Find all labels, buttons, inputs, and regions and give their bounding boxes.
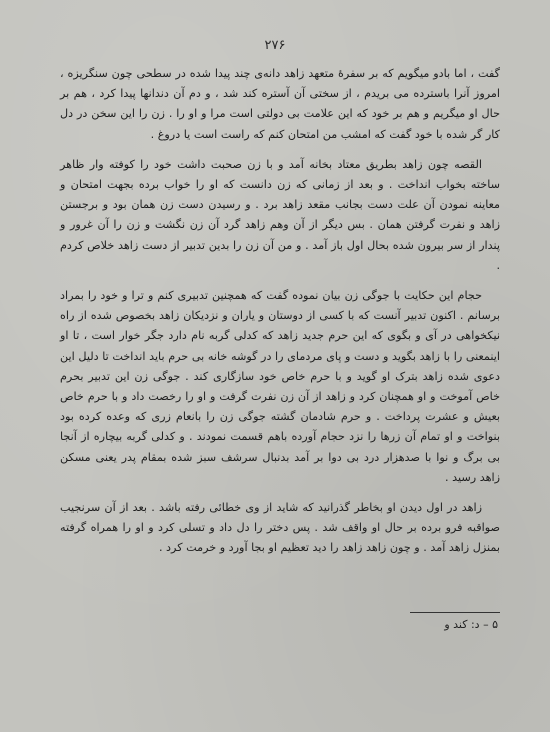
paragraph-3: حجام این حکایت با جوگی زن بیان نموده گفت که همچنین تدبیری کنم و ترا و خود را بمراد برسانم . اکنون تدبیر آنست که با کسی از دوستان و یاران و نزدیکان زاهد بخصوص شده از راه نیکخواهی در آی و بگوی که این حرم جدید زاهد که کدلی گربه نام دارد جگر خوار است ، تا او اینمعنی را با زاهد بگوید و دست و پای مردمای را در گوشه خانه بی حرم باید انداخت تا دلیل این دعوی شده زاهد بترک او گوید و با حرم خاص خود سازگاری کند . جوگی زن این تدبیر بحرم خاص آموخت و او همچنان کرد و زاهد از آن زن نفرت گرفت و او را رخصت داد و با حرم خاص بعیش و عشرت پرداخت . و حرم شادمان گشته جوگی زن را بانعام زری که وعده کرده بود بنواخت و او تمام آن زرها را نزد حجام آورده باهم قسمت نمودند . و کدلی گربه بیچاره از آنجا بی برگ و نوا با صدهزار درد بی دوا بر آمد بدنبال سرشف سبز شده بمقام پدر یعنی مسکن زاهد رسید . — [60, 289, 500, 484]
paragraph-4: زاهد در اول دیدن او بخاطر گذرانید که شاید از وی خطائی رفته باشد . بعد از آن سرنجیب صواقبه فرو برده بر حال او واقف شد . پس دختر را دل داد و تسلی کرد و او را همراه گرفته بمنزل زاهد آمد . و چون زاهد زاهد را دید تعظیم او بجا آورد و خرمت کرد . — [60, 501, 500, 555]
paragraph-2: القصه چون زاهد بطریق معتاد بخانه آمد و با زن صحبت داشت خود را کوفته وار ظاهر ساخته بخواب انداخت . و بعد از زمانی که زن دانست که او را خواب برده بجهت امتحان و معاینه نمودن آن علت دست بجانب مقعد زاهد برد . و رسیدن دست زن همان بود و برجستن زاهد و نفرت گرفتن همان . بس دیگر از آن وهم زاهد گرد آن زن نگشت و زن را آن غرور و پندار از سر بیرون شده بحال اول باز آمد . و من آن زن را بدین تدبیر از دست زاهد خلاص کردم . — [60, 157, 500, 272]
paragraph-1: گفت ، اما بادو میگویم که بر سفرهٔ متعهد زاهد دانه‌ی چند پیدا شده در سطحی چون سنگریزه ، امروز آنرا باسترده می بریدم ، از سختی آن آستره کند شد ، و دم آن دندانها پیدا کرد ، هم بر حال او میگریم و هم بر خود که این علامت بی دولتی است مرا و او را . زن را این سخن در دل کار گر شده با خود گفت که امشب من امتحان کنم که راست است یا دروغ . — [60, 67, 500, 141]
page-number: ۲۷۶ — [264, 38, 286, 53]
body-text — [60, 64, 500, 569]
footnote: ۵ – د: کند و — [444, 618, 498, 631]
footnote-divider — [410, 612, 500, 613]
